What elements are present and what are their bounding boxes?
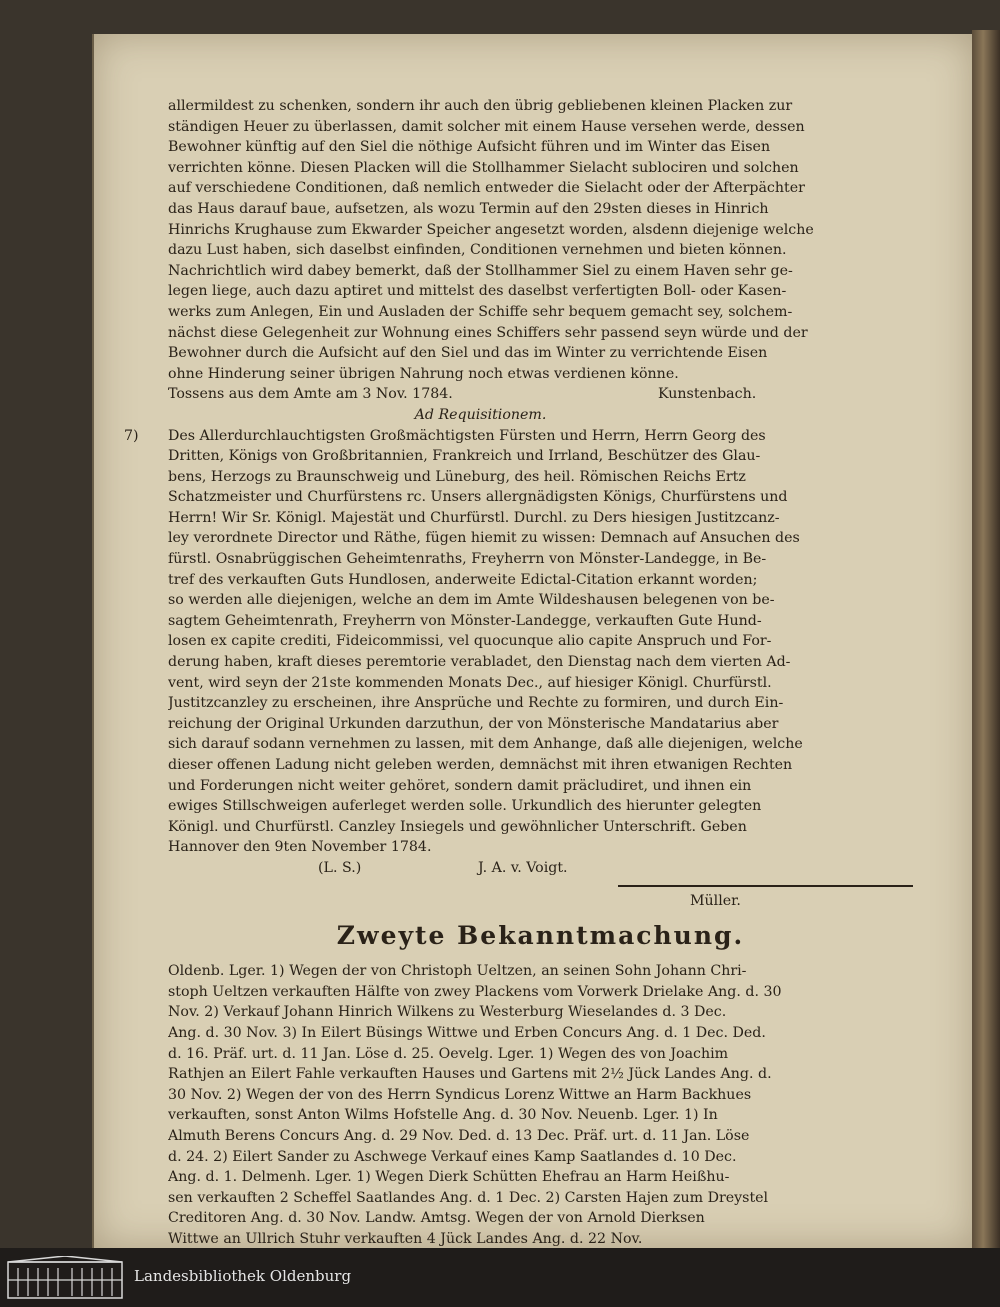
notice-stollhammer-line: werks zum Anlegen, Ein und Ausladen der Schiffe sehr bequem gemacht sey, solchem- [168, 303, 793, 320]
notice-hannover-line: bens, Herzogs zu Braunschweig und Lüneburg, des heil. Römischen Reichs Ertz [168, 468, 746, 485]
notice-stollhammer-line: Hinrichs Krughause zum Ekwarder Speicher angesetzt worden, alsdenn diejenige welche [168, 221, 814, 238]
notice-stollhammer-line: das Haus darauf baue, aufsetzen, als wozu Termin auf den 29sten dieses in Hinrich [168, 200, 769, 217]
notice-hannover [124, 426, 913, 858]
divider-rule [618, 885, 913, 887]
notice-hannover-line: reichung der Original Urkunden darzuthun, der von Mönsterische Mandatarius aber [168, 715, 779, 732]
notice-hannover-line: sich darauf sodann vernehmen zu lassen, mit dem Anhange, daß alle diejenigen, welche [168, 736, 803, 753]
library-building-icon [6, 1256, 124, 1300]
signer-name: J. A. v. Voigt. [478, 859, 568, 876]
second-signer-line [168, 891, 913, 912]
notice-stollhammer-line: Bewohner durch die Aufsicht auf den Siel und das im Winter zu verrichtende Eisen [168, 345, 768, 362]
notice-hannover-line: dieser offenen Ladung nicht geleben werden, demnächst mit ihren etwanigen Rechten [168, 757, 793, 773]
notice-hannover-line: sagtem Geheimtenrath, Freyherrn von Mönster-Landegge, verkauften Gute Hund- [168, 612, 762, 629]
notice-stollhammer-line: ständigen Heuer zu überlassen, damit solcher mit einem Hause versehen werde, dessen [168, 118, 805, 135]
notice-hannover-line: und Forderungen nicht weiter gehöret, sondern damit präcludiret, und ihnen ein [168, 777, 752, 794]
notice-stollhammer-line: allermildest zu schenken, sondern ihr auch den übrig gebliebenen kleinen Placken zur [168, 98, 793, 114]
notice-hannover-line: Herrn! Wir Sr. Königl. Majestät und Churfürstl. Durchl. zu Ders hiesigen Justitzcanz- [168, 509, 780, 526]
notice-list-line: Nov. 2) Verkauf Johann Hinrich Wilkens zu Westerburg Wieselandes d. 3 Dec. [168, 1004, 727, 1021]
notice-hannover-line: Hannover den 9ten November 1784. [168, 839, 432, 856]
notice-stollhammer-line: dazu Lust haben, sich daselbst einfinden, Conditionen vernehmen und bieten können. [168, 242, 787, 259]
notice-list-line: Oldenb. Lger. 1) Wegen der von Christoph Ueltzen, an seinen Sohn Johann Chri- [168, 963, 747, 980]
second-signer: Müller. [690, 892, 741, 909]
section-heading-requisition: Ad Requisitionem. [414, 406, 547, 423]
notice-list-line: Rathjen an Eilert Fahle verkauften Hauses und Gartens mit 2½ Jück Landes Ang. d. [168, 1066, 772, 1083]
notice-hannover-line: losen ex capite crediti, Fideicommissi, vel quocunque alio capite Anspruch und For- [168, 633, 772, 650]
notice-list-line: verkauften, sonst Anton Wilms Hofstelle Ang. d. 30 Nov. Neuenb. Lger. 1) In [168, 1107, 718, 1124]
book-spine [972, 30, 1000, 1248]
notice-stollhammer-line: verrichten könne. Diesen Placken will die Stollhammer Sielacht sublociren und solchen [168, 159, 799, 176]
document-text [124, 96, 913, 1249]
notice-hannover-line: vent, wird seyn der 21ste kommenden Monats Dec., auf hiesiger Königl. Churfürstl. [168, 674, 772, 691]
notice-hannover-line: Dritten, Königs von Großbritannien, Frankreich und Irrland, Beschützer des Glau- [168, 448, 761, 465]
notice-list-line: d. 16. Präf. urt. d. 11 Jan. Löse d. 25. Oevelg. Lger. 1) Wegen des von Joachim [168, 1045, 729, 1062]
notice-hannover-line: Königl. und Churfürstl. Canzley Insiegels und gewöhnlicher Unterschrift. Geben [168, 818, 747, 835]
notice-hannover-line: so werden alle diejenigen, welche an dem im Amte Wildeshausen belegenen von be- [168, 592, 775, 609]
notice-list-line: d. 24. 2) Eilert Sander zu Aschwege Verkauf eines Kamp Saatlandes d. 10 Dec. [168, 1148, 737, 1165]
notice-hannover-line: tref des verkauften Guts Hundlosen, anderweite Edictal-Citation erkannt worden; [168, 571, 758, 588]
notice-list-line: stoph Ueltzen verkauften Hälfte von zwey Plackens vom Vorwerk Drielake Ang. d. 30 [168, 983, 782, 1000]
sign-place: Tossens aus dem Amte am 3 Nov. 1784. [168, 386, 453, 403]
notice-stollhammer-line: ohne Hinderung seiner übrigen Nahrung noch etwas verdienen könne. [168, 365, 679, 382]
notice-hannover-line: Justitzcanzley zu erscheinen, ihre Ansprüche und Rechte zu formiren, und durch Ein- [168, 695, 784, 712]
seal-line [168, 858, 913, 879]
page-title-zweyte-bekanntmachung: Zweyte Bekanntmachung. [336, 921, 745, 951]
notice-hannover-line: derung haben, kraft dieses peremtorie verabladet, den Dienstag nach dem vierten Ad- [168, 654, 791, 671]
notice-hannover-line: Schatzmeister und Churfürstens rc. Unsers allergnädigsten Königs, Churfürstens und [168, 489, 788, 506]
notice-stollhammer-line: auf verschiedene Conditionen, daß nemlich entweder die Sielacht oder der Afterpächter [168, 180, 805, 197]
notice-stollhammer-line: legen liege, auch dazu aptiret und mittelst des daselbst verfertigten Boll- oder Kasen- [168, 283, 787, 300]
notice-stollhammer-line: nächst diese Gelegenheit zur Wohnung eines Schiffers sehr passend seyn würde und der [168, 324, 808, 341]
notice-signature-line [168, 384, 913, 405]
notice-number: 7) [124, 427, 139, 444]
sign-name: Kunstenbach. [658, 386, 757, 403]
notice-stollhammer-line: Bewohner künftig auf den Siel die nöthige Aufsicht führen und im Winter das Eisen [168, 139, 771, 156]
footer-bar [0, 1248, 1000, 1307]
notice-stollhammer [168, 96, 913, 384]
notice-hannover-line: Des Allerdurchlauchtigsten Großmächtigsten Fürsten und Herrn, Herrn Georg des [168, 427, 766, 444]
notice-list-line: 30 Nov. 2) Wegen der von des Herrn Syndicus Lorenz Wittwe an Harm Backhues [168, 1086, 752, 1103]
notice-hannover-line: fürstl. Osnabrüggischen Geheimtenraths, Freyherrn von Mönster-Landegge, in Be- [168, 551, 767, 568]
seal-mark: (L. S.) [318, 859, 362, 876]
notice-list-line: Ang. d. 30 Nov. 3) In Eilert Büsings Wittwe und Erben Concurs Ang. d. 1 Dec. Ded. [168, 1024, 766, 1041]
notice-list [168, 961, 913, 1249]
footer-library-label: Landesbibliothek Oldenburg [134, 1267, 352, 1285]
notice-hannover-line: ewiges Stillschweigen auferleget werden solle. Urkundlich des hierunter gelegten [168, 798, 762, 815]
notice-stollhammer-line: Nachrichtlich wird dabey bemerkt, daß der Stollhammer Siel zu einem Haven sehr ge- [168, 262, 793, 279]
notice-list-line: Ang. d. 1. Delmenh. Lger. 1) Wegen Dierk Schütten Ehefrau an Harm Heißhu- [168, 1169, 730, 1186]
notice-list-line: sen verkauften 2 Scheffel Saatlandes Ang. d. 1 Dec. 2) Carsten Hajen zum Dreystel [168, 1189, 769, 1206]
notice-list-line: Creditoren Ang. d. 30 Nov. Landw. Amtsg. Wegen der von Arnold Dierksen [168, 1210, 705, 1227]
notice-hannover-line: ley verordnete Director und Räthe, fügen hiemit zu wissen: Demnach auf Ansuchen des [168, 530, 800, 547]
notice-list-line: Almuth Berens Concurs Ang. d. 29 Nov. Ded. d. 13 Dec. Präf. urt. d. 11 Jan. Löse [168, 1127, 750, 1144]
notice-list-line: Wittwe an Ullrich Stuhr verkauften 4 Jück Landes Ang. d. 22 Nov. [168, 1230, 643, 1247]
